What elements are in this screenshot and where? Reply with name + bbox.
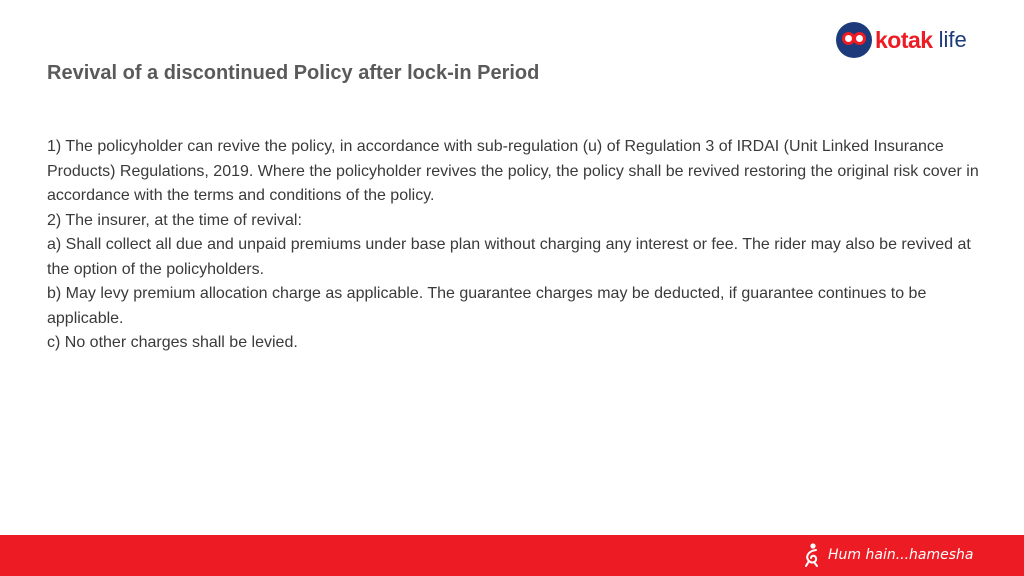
paragraph-2a: a) Shall collect all due and unpaid premiums under base plan without charging any interest or fee. The rider may also be revived at the option of the policyholders. — [47, 236, 971, 278]
paragraph-2b: b) May levy premium allocation charge as applicable. The guarantee charges may be deducted, if guarantee continues to be applicable. — [47, 285, 927, 327]
slide-title: Revival of a discontinued Policy after lock-in Period — [47, 62, 540, 84]
kotak-infinity-logo-icon — [836, 22, 872, 58]
kotak-life-logo — [836, 22, 967, 58]
paragraph-2: 2) The insurer, at the time of revival: — [47, 211, 302, 229]
paragraph-1: 1) The policyholder can revive the policy, in accordance with sub-regulation (u) of Regulation 3 of IRDAI (Unit Linked Insurance Products) Regulations, 2019. Where the policyholder revives the policy, the policy shall be revived restoring the original risk cover in accordance with the terms and conditions of the policy. — [47, 138, 979, 204]
logo-brand-sub: life — [938, 27, 967, 52]
paragraph-2c: c) No other charges shall be levied. — [47, 334, 298, 351]
swirl-figure-icon — [802, 542, 822, 568]
tagline — [802, 542, 974, 568]
logo-brand-name: kotak — [875, 27, 933, 53]
tagline-text: Hum hain...hamesha — [828, 547, 974, 563]
footer-bar — [0, 535, 1024, 576]
slide-body — [47, 135, 987, 356]
